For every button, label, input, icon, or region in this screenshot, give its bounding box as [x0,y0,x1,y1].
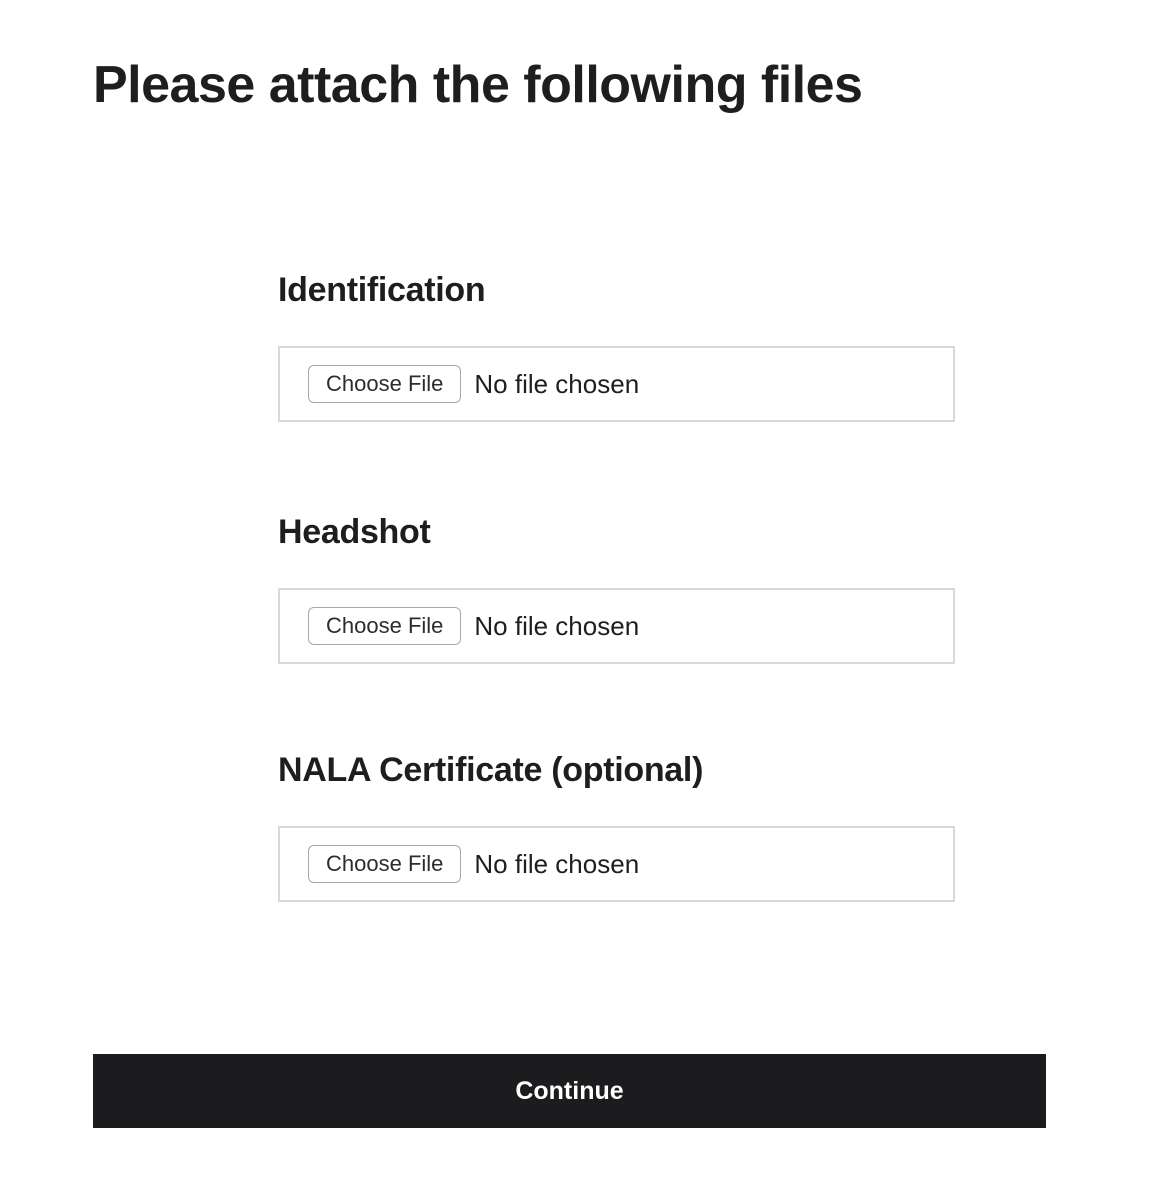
file-status-nala-certificate: No file chosen [474,848,640,879]
file-input-nala-certificate[interactable] [278,826,955,902]
upload-section-nala-certificate [278,750,955,910]
file-input-identification[interactable] [278,346,955,422]
upload-section-headshot [278,512,955,672]
file-status-identification: No file chosen [474,368,640,399]
choose-file-button-headshot[interactable]: Choose File [308,607,461,645]
page-title: Please attach the following files [93,56,863,114]
upload-label-identification: Identification [278,271,486,309]
file-status-headshot: No file chosen [474,610,640,641]
choose-file-button-identification[interactable]: Choose File [308,365,461,403]
upload-label-nala-certificate: NALA Certificate (optional) [278,751,704,789]
upload-section-identification [278,270,955,430]
file-input-headshot[interactable] [278,588,955,664]
upload-label-headshot: Headshot [278,513,431,551]
choose-file-button-nala-certificate[interactable]: Choose File [308,845,461,883]
continue-button[interactable]: Continue [93,1054,1046,1128]
